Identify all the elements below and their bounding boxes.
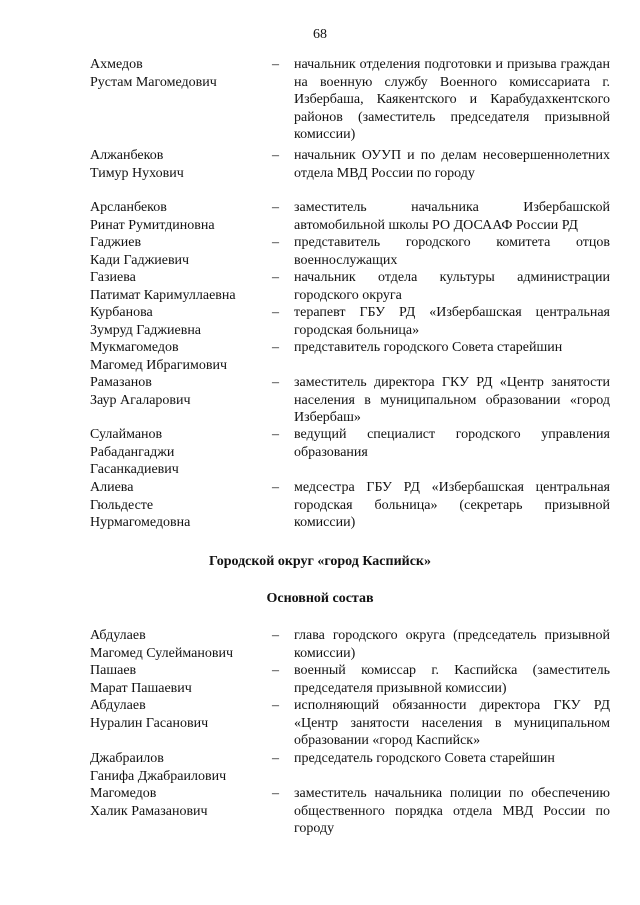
subsection-title: Основной состав — [266, 591, 374, 606]
member-surname: Джабраилов — [90, 751, 164, 766]
member-surname: Арсланбеков — [90, 200, 167, 215]
member-role: военный комиссар г. Каспийска (заместитель председателя призывной комиссии) — [294, 663, 610, 696]
member-surname: Абдулаев — [90, 628, 146, 643]
member-given-name: Кади Гаджиевич — [90, 252, 190, 268]
page-number: 68 — [313, 27, 327, 42]
dash: – — [272, 427, 279, 442]
member-role: начальник отдела культуры администрации городского округа — [294, 270, 610, 303]
member-surname: Магомедов — [90, 786, 157, 801]
member-surname: Мукмагомедов — [90, 340, 179, 355]
member-given-name: Рабадангаджи — [90, 444, 175, 460]
member-given-name: Патимат Каримуллаевна — [90, 287, 236, 303]
member-role: исполняющий обязанности директора ГКУ РД «Центр занятости населения в муниципальном образовании «город Каспийск» — [294, 698, 610, 748]
member-surname: Алиева — [90, 480, 134, 495]
member-given-name: Марат Пашаевич — [90, 680, 192, 696]
member-role: заместитель начальника полиции по обеспечению общественного порядка отдела МВД России по городу — [294, 786, 610, 836]
dash: – — [272, 375, 279, 390]
member-given-name: Зумруд Гаджиевна — [90, 322, 202, 338]
member-role: ведущий специалист городского управления образования — [294, 427, 610, 460]
member-role: глава городского округа (председатель призывной комиссии) — [294, 628, 610, 661]
section-title: Городской округ «город Каспийск» — [209, 554, 431, 569]
dash: – — [272, 340, 279, 355]
dash: – — [272, 270, 279, 285]
member-row — [90, 662, 610, 697]
member-given-name: Магомед Сулейманович — [90, 645, 233, 661]
dash: – — [272, 786, 279, 801]
dash: – — [272, 148, 279, 163]
dash: – — [272, 698, 279, 713]
member-row — [90, 269, 610, 304]
member-row — [90, 750, 610, 785]
member-row — [90, 785, 610, 838]
member-row — [90, 56, 610, 147]
member-patronymic: Гасанкадиевич — [90, 462, 179, 477]
member-row — [90, 339, 610, 374]
dash: – — [272, 235, 279, 250]
member-given-name: Халик Рамазанович — [90, 803, 208, 819]
member-given-name: Рустам Магомедович — [90, 74, 217, 90]
member-surname: Газиева — [90, 270, 136, 285]
member-surname: Ахмедов — [90, 57, 143, 72]
member-row — [90, 426, 610, 479]
dash: – — [272, 751, 279, 766]
member-patronymic: Нурмагомедовна — [90, 515, 191, 530]
member-row — [90, 479, 610, 532]
member-list-kaspiysk — [90, 627, 610, 838]
member-surname: Алжанбеков — [90, 148, 164, 163]
member-given-name: Ринат Румитдиновна — [90, 217, 215, 233]
dash: – — [272, 200, 279, 215]
member-surname: Сулайманов — [90, 427, 163, 442]
dash: – — [272, 628, 279, 643]
member-list-izberbash — [90, 56, 610, 532]
member-surname: Абдулаев — [90, 698, 146, 713]
member-role: представитель городского Совета старейшин — [294, 340, 563, 355]
member-row — [90, 697, 610, 750]
dash: – — [272, 57, 279, 72]
member-role: медсестра ГБУ РД «Избербашская центральная городская больница» (секретарь призывной комиссии) — [294, 480, 610, 530]
member-row — [90, 627, 610, 662]
member-surname: Курбанова — [90, 305, 153, 320]
member-role: заместитель начальника Избербашской автомобильной школы РО ДОСААФ России РД — [294, 200, 610, 233]
member-given-name: Ганифа Джабраилович — [90, 768, 227, 784]
member-role: терапевт ГБУ РД «Избербашская центральная городская больница» — [294, 305, 610, 338]
member-role: начальник ОУУП и по делам несовершеннолетних отдела МВД России по городу — [294, 148, 610, 181]
member-given-name: Тимур Нухович — [90, 165, 184, 181]
dash: – — [272, 480, 279, 495]
member-surname: Пашаев — [90, 663, 137, 678]
member-given-name: Гюльдесте — [90, 497, 154, 513]
member-given-name: Нуралин Гасанович — [90, 715, 209, 731]
member-row — [90, 147, 610, 199]
member-surname: Рамазанов — [90, 375, 152, 390]
member-given-name: Заур Агаларович — [90, 392, 191, 408]
member-role: представитель городского комитета отцов военнослужащих — [294, 235, 610, 268]
dash: – — [272, 663, 279, 678]
dash: – — [272, 305, 279, 320]
member-row — [90, 234, 610, 269]
member-role: начальник отделения подготовки и призыва граждан на военную службу Военного комиссариата г. Избербаша, Каякентского и Карабудахкентского районов (заместитель председателя призывной комиссии) — [294, 57, 610, 142]
member-row — [90, 304, 610, 339]
member-row — [90, 374, 610, 426]
member-role: заместитель директора ГКУ РД «Центр занятости населения в муниципальном образовании «город Избербаш» — [294, 375, 610, 425]
member-given-name: Магомед Ибрагимович — [90, 357, 227, 373]
member-role: председатель городского Совета старейшин — [294, 751, 555, 766]
member-row — [90, 199, 610, 234]
member-surname: Гаджиев — [90, 235, 142, 250]
